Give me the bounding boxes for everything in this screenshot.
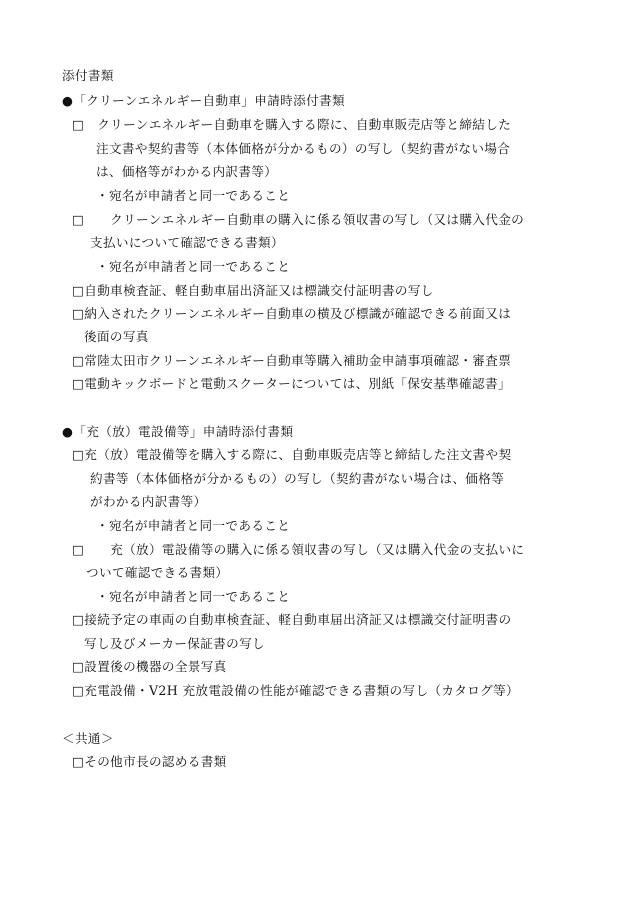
checklist-item-charger-order: □充（放）電設備等を購入する際に、自動車販売店等と締結した注文書や契 <box>72 447 512 462</box>
checklist-item-safety-standard: □電動キックボードと電動スクーターについては、別紙「保安基準確認書」 <box>72 376 511 391</box>
checklist-item-receipt-cont: 支払いについて確認できる書類） <box>90 235 284 250</box>
checklist-item-receipt: □ クリーンエネルギー自動車の購入に係る領収書の写し（又は購入代金の <box>72 212 525 227</box>
checklist-item-vehicle-photo-cont: 後面の写真 <box>84 329 149 344</box>
checklist-item-charger-order-cont: 約書等（本体価格が分かるもの）の写し（契約書がない場合は、価格等 <box>90 471 505 486</box>
checklist-item-installation-photo: □設置後の機器の全景写真 <box>72 659 227 674</box>
checklist-item-review-sheet: □常陸太田市クリーンエネルギー自動車等購入補助金申請事項確認・審査票 <box>72 353 512 368</box>
checklist-note-addressee: ・宛名が申請者と同一であること <box>96 259 291 274</box>
checklist-item-performance-docs: □充電設備・V2H 充放電設備の性能が確認できる書類の写し（カタログ等） <box>72 683 519 698</box>
section-heading-common: ＜共通＞ <box>62 731 114 746</box>
checklist-item-order-contract-cont: は、価格等がわかる内訳書等） <box>96 164 278 179</box>
checklist-item-vehicle-inspection: □自動車検査証、軽自動車届出済証又は標識交付証明書の写し <box>72 283 434 298</box>
checklist-item-order-contract: □ クリーンエネルギー自動車を購入する際に、自動車販売店等と締結した <box>72 117 512 132</box>
checklist-item-order-contract-cont: 注文書や契約書等（本体価格が分かるもの）の写し（契約書がない場合 <box>96 141 511 156</box>
checklist-note-addressee: ・宛名が申請者と同一であること <box>96 518 291 533</box>
section-heading-charging: ●「充（放）電設備等」申請時添付書類 <box>62 424 294 439</box>
checklist-item-vehicle-photo: □納入されたクリーンエネルギー自動車の横及び標識が確認できる前面又は <box>72 306 512 321</box>
document-title: 添付書類 <box>62 68 114 83</box>
checklist-item-charger-receipt-cont: ついて確認できる書類） <box>86 565 229 580</box>
checklist-item-charger-order-cont: がわかる内訳書等） <box>90 494 207 509</box>
checklist-note-addressee: ・宛名が申請者と同一であること <box>96 589 291 604</box>
checklist-item-connected-vehicle-cont: 写し及びメーカー保証書の写し <box>84 636 265 651</box>
checklist-item-connected-vehicle: □接続予定の車両の自動車検査証、軽自動車届出済証又は標識交付証明書の <box>72 612 512 627</box>
checklist-note-addressee: ・宛名が申請者と同一であること <box>96 188 291 203</box>
checklist-item-charger-receipt: □ 充（放）電設備等の購入に係る領収書の写し（又は購入代金の支払いに <box>72 542 525 557</box>
checklist-item-other-docs: □その他市長の認める書類 <box>72 754 227 769</box>
section-heading-clean-vehicle: ●「クリーンエネルギー自動車」申請時添付書類 <box>62 93 345 108</box>
